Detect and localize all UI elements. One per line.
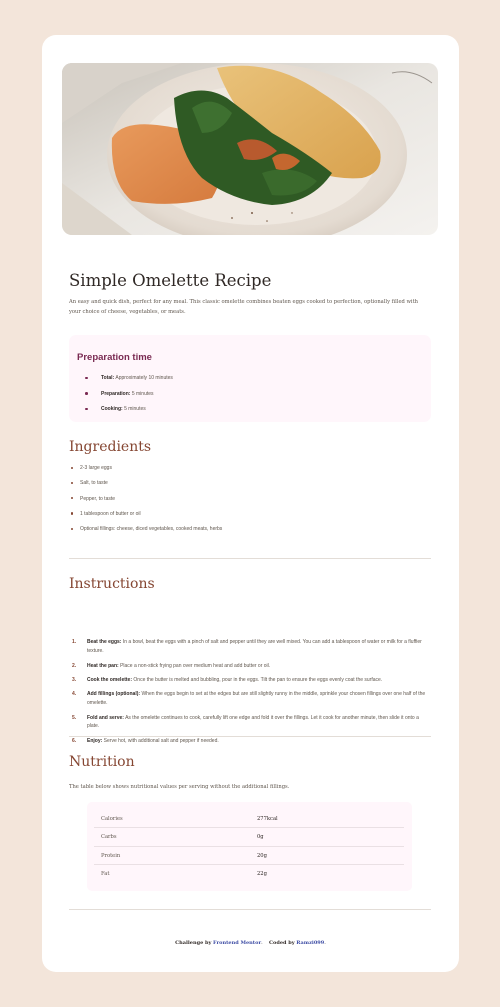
prep-label: Preparation: xyxy=(101,390,131,397)
table-row xyxy=(94,847,404,865)
step-text: Once the butter is melted and bubbling, pour in the eggs. Tilt the pan to ensure the eggs evenly coat the surface. xyxy=(133,676,383,683)
nutrient-value: 0g xyxy=(257,834,264,841)
preparation-heading: Preparation time xyxy=(77,352,152,363)
step-text: As the omelette continues to cook, carefully lift one edge and fold it over the fillings. Let it cook for another minute, then slide it onto a plate. xyxy=(87,714,419,730)
nutrient-value: 22g xyxy=(257,871,267,878)
divider xyxy=(69,736,431,737)
recipe-intro: An easy and quick dish, perfect for any meal. This classic omelette combines beaten eggs cooked to perfection, optionally filled with your choice of cheese, vegetables, or meats. xyxy=(69,299,419,315)
nutrient-name: Fat xyxy=(101,871,110,878)
table-row xyxy=(94,810,404,828)
nutrient-name: Calories xyxy=(101,816,123,822)
prep-value: Approximately 10 minutes xyxy=(115,375,173,381)
list-item xyxy=(83,406,173,422)
step-label: Heat the pan: xyxy=(87,662,119,669)
frontend-mentor-link[interactable]: Frontend Mentor xyxy=(213,940,262,946)
step-number: 5. xyxy=(72,714,77,721)
prep-value: 5 minutes xyxy=(131,390,154,397)
list-item xyxy=(70,714,426,738)
step-number: 2. xyxy=(72,662,77,669)
page-title: Simple Omelette Recipe xyxy=(69,271,272,290)
instructions-heading: Instructions xyxy=(69,576,155,592)
list-item: 2-3 large eggs xyxy=(70,465,222,480)
list-item: 1 tablespoon of butter or oil xyxy=(70,511,222,526)
author-link[interactable]: Ramzi099 xyxy=(296,940,325,946)
prep-value: 5 minutes xyxy=(124,406,146,412)
recipe-card xyxy=(42,35,459,972)
step-text: When the eggs begin to set at the edges but are still slightly runny in the middle, sprinkle your chosen fillings over one half of the omelette. xyxy=(87,691,426,706)
omelette-photo xyxy=(62,63,438,235)
ingredients-list xyxy=(70,465,222,541)
nutrient-name: Protein xyxy=(101,852,121,859)
nutrition-heading: Nutrition xyxy=(69,754,135,770)
nutrient-value: 277kcal xyxy=(257,816,278,822)
list-item xyxy=(83,375,173,391)
nutrition-table xyxy=(87,802,412,891)
step-text: In a bowl, beat the eggs with a pinch of salt and pepper until they are well mixed. You can add a tablespoon of water or milk for a fluffier texture. xyxy=(87,639,422,654)
table-row xyxy=(94,865,404,883)
challenge-prefix: Challenge by xyxy=(175,940,212,946)
divider xyxy=(69,909,431,910)
step-number: 3. xyxy=(72,676,77,683)
step-number: 6. xyxy=(72,738,77,745)
preparation-box xyxy=(69,335,431,422)
step-text: Serve hot, with additional salt and pepper if needed. xyxy=(103,738,219,745)
nutrient-value: 20g xyxy=(257,852,267,859)
coded-prefix: Coded by xyxy=(269,940,295,946)
instructions-list xyxy=(70,638,426,751)
list-item xyxy=(70,638,426,662)
step-number: 1. xyxy=(72,639,77,645)
list-item xyxy=(70,737,426,751)
divider xyxy=(69,558,431,559)
list-item: Pepper, to taste xyxy=(70,496,222,511)
step-label: Fold and serve: xyxy=(87,714,124,721)
ingredients-heading: Ingredients xyxy=(69,439,152,455)
nutrition-intro: The table below shows nutritional values per serving without the additional fillings. xyxy=(69,784,290,790)
list-item xyxy=(70,662,426,676)
list-item xyxy=(83,391,173,407)
list-item xyxy=(70,676,426,690)
step-label: Enjoy: xyxy=(87,738,103,745)
list-item: Salt, to taste xyxy=(70,480,222,495)
list-item: Optional fillings: cheese, diced vegetables, cooked meats, herbs xyxy=(70,526,222,541)
preparation-list xyxy=(83,375,173,422)
step-label: Beat the eggs: xyxy=(87,639,122,645)
nutrient-name: Carbs xyxy=(101,834,117,841)
step-label: Add fillings (optional): xyxy=(87,691,141,698)
step-text: Place a non-stick frying pan over medium heat and add butter or oil. xyxy=(120,662,271,669)
coded-suffix: . xyxy=(324,940,326,946)
attribution: Challenge by Frontend Mentor. Coded by Ramzi099. xyxy=(175,940,326,946)
step-number: 4. xyxy=(72,691,77,698)
prep-label: Cooking: xyxy=(101,406,123,412)
step-label: Cook the omelette: xyxy=(87,676,133,683)
list-item xyxy=(70,690,426,714)
prep-label: Total: xyxy=(101,375,115,381)
table-row xyxy=(94,828,404,846)
